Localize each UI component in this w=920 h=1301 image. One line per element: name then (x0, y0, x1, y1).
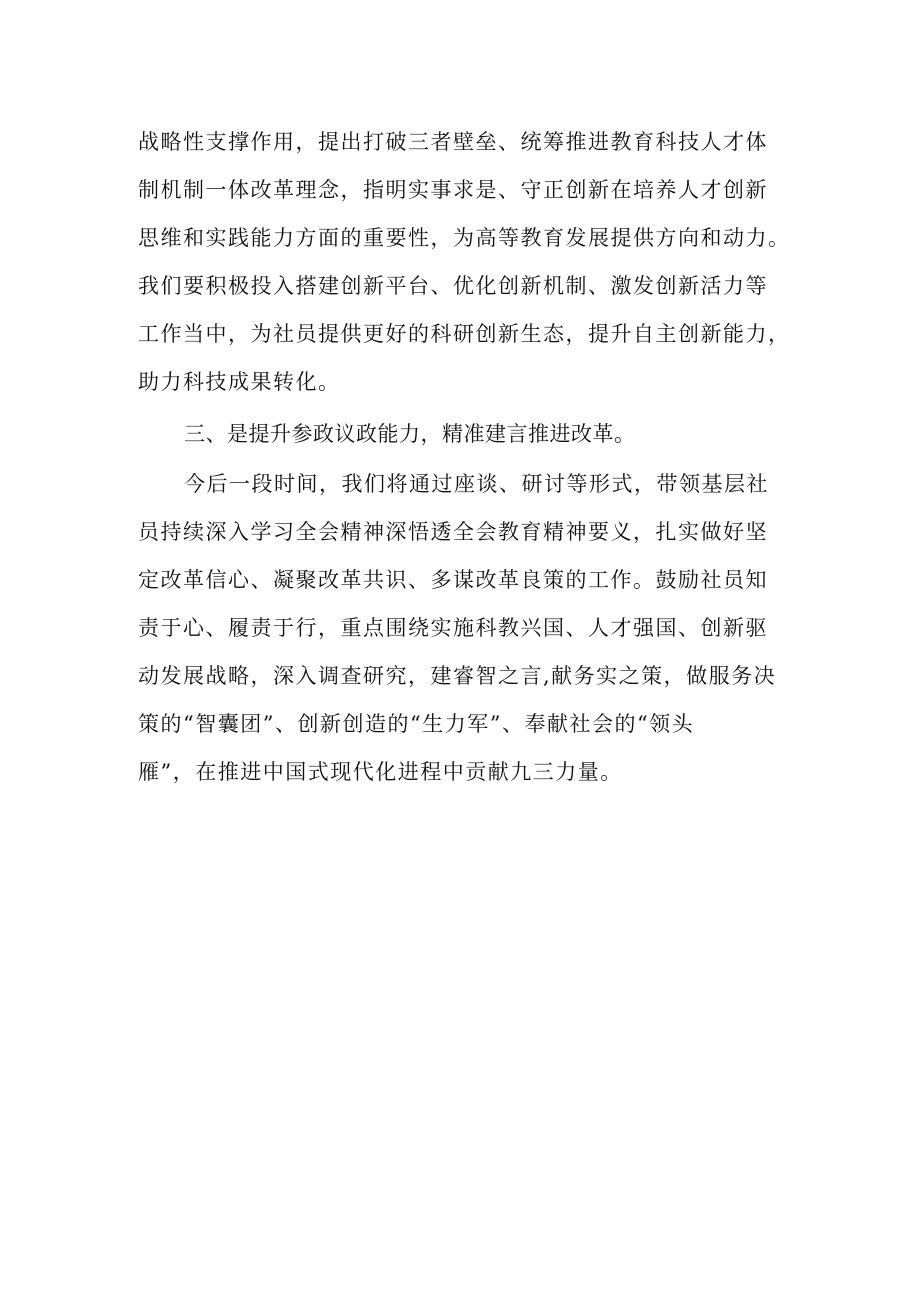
text-line: 助力科技成果转化。 (138, 370, 341, 394)
text-line: 雁”，在推进中国式现代化进程中贡献九三力量。 (138, 760, 623, 784)
section-heading: 三、是提升参政议政能力，精准建言推进改革。 (184, 422, 636, 446)
paragraph-2 (138, 460, 798, 796)
text-line: 责于心、履责于行，重点围绕实施科教兴国、人才强国、创新驱 (138, 616, 768, 640)
text-line: 今后一段时间，我们将通过座谈、研讨等形式，带领基层社 (184, 472, 769, 496)
text-line: 动发展战略，深入调查研究，建睿智之言,献务实之策，做服务决 (138, 664, 777, 688)
text-line: 定改革信心、凝聚改革共识、多谋改革良策的工作。鼓励社员知 (138, 568, 768, 592)
text-line: 我们要积极投入搭建创新平台、优化创新机制、激发创新活力等 (138, 274, 768, 298)
text-line: 员持续深入学习全会精神深悟透全会教育精神要义，扎实做好坚 (138, 520, 768, 544)
text-line: 战略性支撑作用，提出打破三者壁垒、统筹推进教育科技人才体 (138, 130, 768, 154)
text-line: 工作当中，为社员提供更好的科研创新生态，提升自主创新能力， (138, 322, 791, 346)
text-line: 思维和实践能力方面的重要性，为高等教育发展提供方向和动力。 (138, 226, 791, 250)
text-line: 策的“智囊团”、创新创造的“生力军”、奉献社会的“领头 (138, 712, 695, 736)
text-line: 制机制一体改革理念，指明实事求是、守正创新在培养人才创新 (138, 178, 768, 202)
document-body (138, 118, 798, 796)
paragraph-1 (138, 118, 798, 406)
